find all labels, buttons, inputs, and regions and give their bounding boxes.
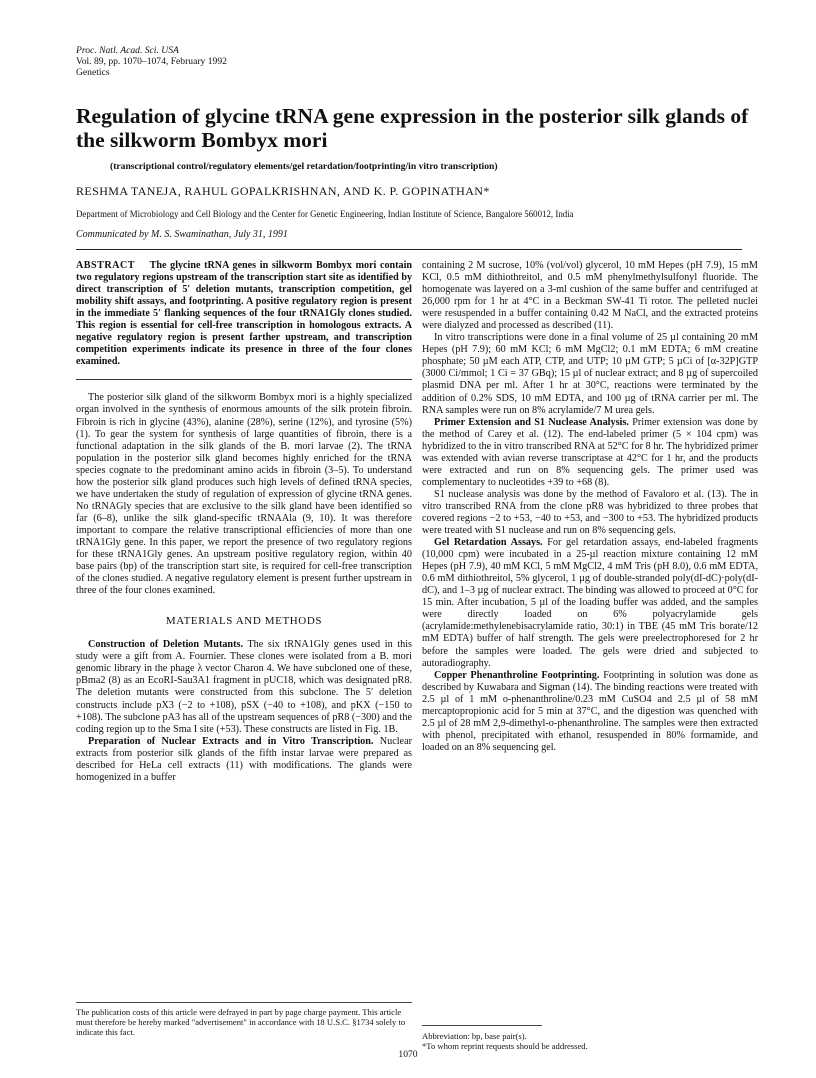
page-number: 1070 (398, 1049, 418, 1060)
right-column (422, 260, 758, 754)
left-column (76, 260, 412, 784)
left-run-in-heading: Construction of Deletion Mutants. (88, 639, 244, 651)
journal-section: Genetics (76, 67, 110, 78)
right-paragraph (422, 489, 758, 537)
left-paragraph-text: Nuclear extracts from posterior silk glands of the fifth instar larvae were prepared as described for HeLa cell extracts (11) with modifications. The glands were homogenized in a buffer (76, 735, 412, 783)
right-run-in-heading: Primer Extension and S1 Nuclease Analysis. (434, 416, 629, 428)
right-run-in-heading: Gel Retardation Assays. (434, 537, 543, 549)
left-paragraph-text: The six tRNA1Gly genes used in this study were a gift from A. Fournier. These clones were isolated from a B. mori genomic library in the phage λ vector Charon 4. We have subcloned one of these, pBma2 (8) as an EcoRI-Sau3A1 fragment in pUC18, which was designated pR8. The deletion mutants were constructed from this subclone. The 5′ deletion constructs include pX3 (−2 to +108), pSX (−40 to +108), and pKX (−150 to +108). The subclone pA3 has all of the upstream sequences of pR8 (−300) and the coding region up to the Sma I site (+53). These constructs are listed in Fig. 1B. (76, 639, 412, 735)
journal-header (76, 45, 227, 78)
footnote-abbreviation: Abbreviation: bp, base pair(s). (422, 1031, 527, 1041)
methods-heading: MATERIALS AND METHODS (165, 615, 323, 628)
right-paragraph-text: S1 nuclease analysis was done by the method of Favaloro et al. (13). The in vitro transcribed RNA from the clone pR8 was hybridized to three probes that covered regions −2 to +53, −40 to +53, and −300 to +53. The hybridized products were treated with S1 nuclease and run on 8% sequencing gels. (422, 488, 758, 537)
right-paragraph-text: containing 2 M sucrose, 10% (vol/vol) glycerol, 10 mM Hepes (pH 7.9), 15 mM KCl, 0.5 mM dithiothreitol, and 0.5 mM phenylmethylsulfonyl fluoride. The homogenate was layered on a 3-ml cushion of the same buffer and centrifuged at 26,000 rpm for 1 hr at 4°C in a Beckman SW-41 Ti rotor. The pelleted nuclei were resuspended in a buffer containing 0.42 M NaCl, and the extracted proteins were dialyzed and processed as described (11). (422, 260, 758, 332)
right-paragraph (422, 332, 758, 416)
footnote-rule (422, 1025, 542, 1026)
left-run-in-heading: Preparation of Nuclear Extracts and in Vitro Transcription. (88, 735, 374, 747)
journal-volume: Vol. 89, pp. 1070–1074, February 1992 (76, 56, 227, 67)
header-divider (76, 249, 742, 250)
affiliation: Department of Microbiology and Cell Biology and the Center for Genetic Engineering, Indian Institute of Science, Bangalore 560012, India (76, 209, 574, 219)
keywords: (transcriptional control/regulatory elements/gel retardation/footprinting/in vitro transcription) (110, 161, 498, 172)
left-paragraph (76, 639, 412, 735)
right-paragraph (422, 670, 758, 754)
right-paragraph (422, 537, 758, 670)
right-paragraph-text: Primer extension was done by the method of Carey et al. (12). The end-labeled primer (5 × 104 cpm) was hybridized to the in vitro transcribed RNA at 52°C for 8 hr. The hybridized primer was extended with avian reverse transcriptase at 42°C for 1 hr, and the products were extracted and run on 8% sequencing gels. The primer used was complementary to nucleotides +39 to +68 (8). (422, 416, 759, 488)
right-run-in-heading: Copper Phenanthroline Footprinting. (434, 669, 600, 681)
footnote-correspondence: *To whom reprint requests should be addressed. (422, 1041, 588, 1052)
right-paragraph-text: In vitro transcriptions were done in a final volume of 25 µl containing 20 mM Hepes (pH 7.9); 60 mM KCl; 6 mM MgCl2; 0.1 mM EDTA; 6 mM creatine phosphate; 50 µM each ATP, CTP, and UTP; 10 µM GTP; 5 µCi of [α-32P]GTP (3000 Ci/mmol; 1 Ci = 37 GBq); 15 µl of nuclear extract; and 8 µg of supercoiled plasmid DNA per ml. After 1 hr at 30°C, reactions were terminated by the addition of 0.2% SDS, 10 mM EDTA, and 100 µg of tRNA carrier per ml. The RNA samples were run on 8% acrylamide/7 M urea gels. (422, 332, 758, 416)
authors: RESHMA TANEJA, RAHUL GOPALKRISHNAN, AND K. P. GOPINATHAN* (76, 184, 490, 198)
abstract (76, 260, 412, 380)
abstract-label: ABSTRACT (76, 260, 135, 271)
right-paragraph-text: For gel retardation assays, end-labeled fragments (10,000 cpm) were incubated in a 25-µl reaction mixture containing 12 mM Hepes (pH 7.9), 40 mM KCl, 5 mM MgCl2, 4 mM Tris (pH 8.0), 0.6 mM EDTA, 0.6 mM dithiothreitol, 5% glycerol, 1 µg of double-stranded poly(dI-dC)·poly(dI-dC), and 1–3 µg of nuclear extract. The binding was allowed to proceed at 0°C for 15 min. After incubation, 5 µl of the loading buffer was added, and the samples were directly loaded on 6% polyacrylamide gels (acrylamide:methylenebisacrylamide ratio, 30:1) in TBE (45 mM Tris borate/12 mM EDTA) buffer of half strength. The gels were preelectrophoresed for 2 hr before the samples were loaded. The gels were dried and subjected to autoradiography. (422, 537, 758, 669)
right-paragraph (422, 417, 758, 489)
communicated-by: Communicated by M. S. Swaminathan, July 31, 1991 (76, 229, 288, 240)
abstract-text: The glycine tRNA genes in silkworm Bombyx mori contain two regulatory regions upstream of the transcription start site as identified by direct transcription of 5′ deletion mutants, transcription competition, gel mobility shift assays, and footprinting. A positive regulatory region is present in the immediate 5′ flanking sequences of the four tRNA1Gly clones studied. This region is essential for cell-free transcription in homologous extracts. A negative regulatory region is present farther upstream, and transcription competition experiments indicate its presence in three of the four clones examined. (76, 260, 412, 368)
article-title: Regulation of glycine tRNA gene expression in the posterior silk glands of the silkworm Bombyx mori (76, 104, 749, 152)
right-paragraph (422, 260, 758, 332)
right-paragraphs (422, 260, 758, 754)
intro-paragraph: The posterior silk gland of the silkworm Bombyx mori is a highly specialized organ involved in the synthesis of enormous amounts of the silk protein fibroin. Fibroin is rich in glycine (43%), alanine (28%), serine (12%), and tyrosine (5%) (1). To gear the system for synthesis of large quantities of fibroin, there is a functional adaptation in the silk glands of the B. mori larvae (2). The tRNA population in the posterior silk gland becomes highly enriched for the tRNA species cognate to the predominant amino acids in fibroin (3–5). To understand how the posterior silk gland produces such high levels of defined tRNA species, we have undertaken the study of regulation of expression of glycine tRNA genes. No tRNAGly species that are exclusive to the silk gland have been identified so far (6–8), unlike the silk gland-specific tRNAAla (9, 10). It was therefore important to compare the relative transcriptional efficiencies of more than one tRNA1Gly gene. In this paper, we report the presence of two regulatory regions for these tRNA1Gly genes. An upstream positive regulatory region, within 40 base pairs (bp) of the transcription start site, is required for cell-free transcription of the clones studied. A negative regulatory element is present further upstream in three of the four clones examined. (76, 392, 412, 597)
left-sections (76, 639, 412, 784)
right-paragraph-text: Footprinting in solution was done as described by Kuwabara and Sigman (14). The binding reactions were treated with 2.5 µl of 1 mM o-phenanthroline/0.23 mM CuSO4 and 2.5 µl of 58 mM mercaptopropionic acid for 5 min at 37°C, and the digestion was quenched with 2.5 µl of 28 mM 2,9-dimethyl-o-phenanthroline. The samples were then extracted with phenol, precipitated with ethanol, resuspended in 80% formamide, and loaded on an 8% sequencing gel. (422, 669, 758, 753)
left-paragraph (76, 736, 412, 784)
footnotes (422, 1025, 758, 1051)
journal-name: Proc. Natl. Acad. Sci. USA (76, 45, 179, 56)
cost-footnote: The publication costs of this article were defrayed in part by page charge payment. This article must therefore be hereby marked "advertisement" in accordance with 18 U.S.C. §1734 solely to indicate this fact. (76, 1002, 412, 1038)
